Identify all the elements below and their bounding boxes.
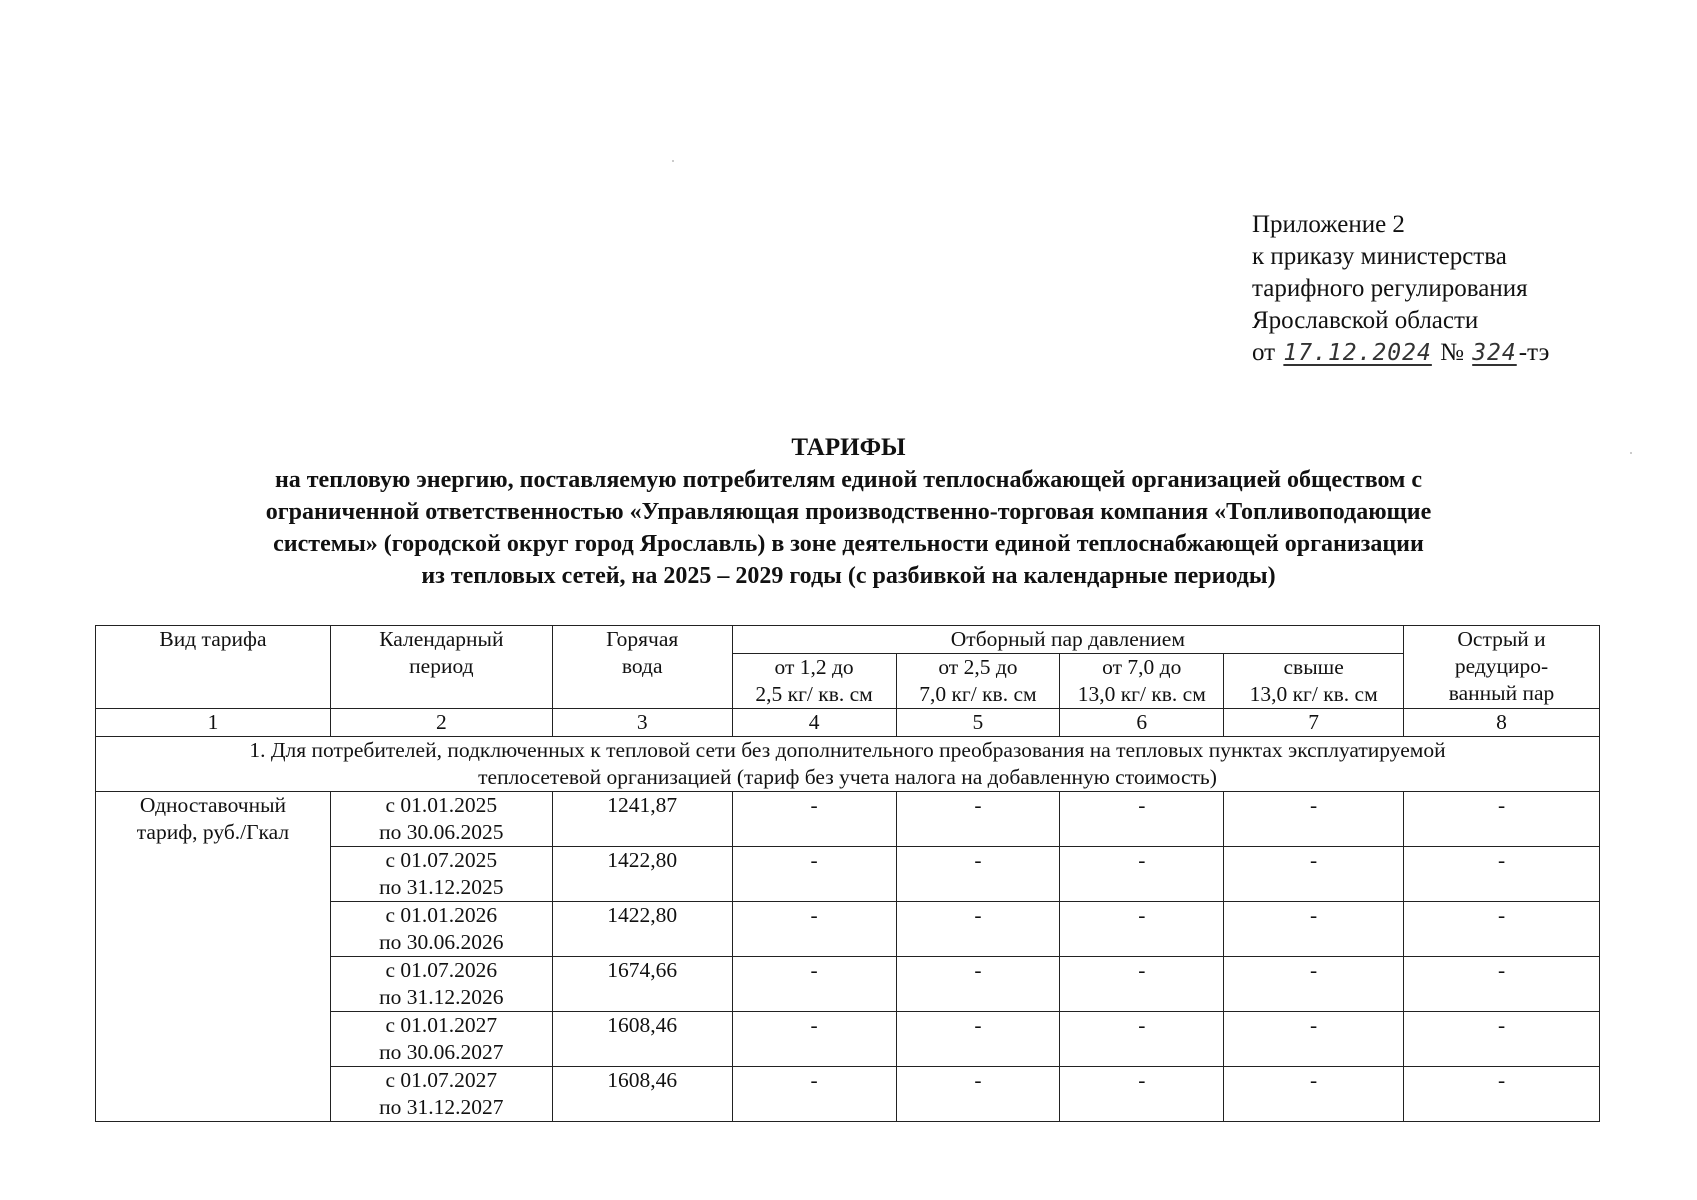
period-cell: с 01.01.2026 по 30.06.2026 xyxy=(330,902,552,957)
header-pressure-1: от 1,2 до 2,5 кг/ кв. см xyxy=(732,654,896,709)
column-number: 7 xyxy=(1224,709,1404,737)
steam-1-value: - xyxy=(732,957,896,1012)
order-suffix: -тэ xyxy=(1518,339,1550,366)
steam-2-value: - xyxy=(896,902,1060,957)
order-date: 17.12.2024 xyxy=(1283,340,1432,366)
header-pressure-4: свыше 13,0 кг/ кв. см xyxy=(1224,654,1404,709)
scan-speck xyxy=(1630,452,1632,454)
tariff-table xyxy=(95,625,1600,1122)
steam-3-value: - xyxy=(1060,1067,1224,1122)
column-number: 3 xyxy=(552,709,732,737)
period-cell: с 01.01.2027 по 30.06.2027 xyxy=(330,1012,552,1067)
steam-4-value: - xyxy=(1224,1067,1404,1122)
hot-water-value: 1422,80 xyxy=(552,847,732,902)
header-selected-steam: Отборный пар давлением xyxy=(732,626,1403,654)
period-cell: с 01.07.2027 по 31.12.2027 xyxy=(330,1067,552,1122)
sharp-steam-value: - xyxy=(1404,1012,1600,1067)
header-pressure-3: от 7,0 до 13,0 кг/ кв. см xyxy=(1060,654,1224,709)
sharp-steam-value: - xyxy=(1404,1067,1600,1122)
steam-3-value: - xyxy=(1060,792,1224,847)
header-period: Календарный период xyxy=(330,626,552,709)
appendix-block xyxy=(1252,209,1549,369)
hot-water-value: 1674,66 xyxy=(552,957,732,1012)
appendix-line: Приложение 2 xyxy=(1252,211,1405,238)
header-row xyxy=(96,626,1600,654)
header-hot-water: Горячая вода xyxy=(552,626,732,709)
appendix-line: к приказу министерства xyxy=(1252,243,1507,270)
hot-water-value: 1608,46 xyxy=(552,1012,732,1067)
column-number: 1 xyxy=(96,709,331,737)
steam-2-value: - xyxy=(896,847,1060,902)
section-row xyxy=(96,737,1600,792)
number-sign: № xyxy=(1440,339,1464,366)
header-kind: Вид тарифа xyxy=(96,626,331,709)
order-number: 324 xyxy=(1472,340,1517,366)
column-number: 8 xyxy=(1404,709,1600,737)
header-pressure-2: от 2,5 до 7,0 кг/ кв. см xyxy=(896,654,1060,709)
steam-3-value: - xyxy=(1060,1012,1224,1067)
column-number: 6 xyxy=(1060,709,1224,737)
steam-1-value: - xyxy=(732,792,896,847)
sharp-steam-value: - xyxy=(1404,792,1600,847)
column-number-row xyxy=(96,709,1600,737)
steam-1-value: - xyxy=(732,902,896,957)
appendix-line: Ярославской области xyxy=(1252,307,1479,334)
title-line: системы» (городской округ город Ярославль) в зоне деятельности единой теплоснабжающей организации xyxy=(273,531,1424,557)
steam-1-value: - xyxy=(732,1067,896,1122)
title-line: из тепловых сетей, на 2025 – 2029 годы (с разбивкой на календарные периоды) xyxy=(421,563,1276,589)
appendix-order-line xyxy=(1252,337,1549,369)
title-main: ТАРИФЫ xyxy=(791,434,906,461)
header-sharp-steam: Острый и редуциро- ванный пар xyxy=(1404,626,1600,709)
scan-speck xyxy=(672,160,674,162)
document-title xyxy=(100,432,1597,592)
steam-3-value: - xyxy=(1060,902,1224,957)
hot-water-value: 1422,80 xyxy=(552,902,732,957)
steam-4-value: - xyxy=(1224,792,1404,847)
steam-2-value: - xyxy=(896,792,1060,847)
column-number: 5 xyxy=(896,709,1060,737)
steam-2-value: - xyxy=(896,957,1060,1012)
title-line: ограниченной ответственностью «Управляющая производственно-торговая компания «Топливоподающие xyxy=(265,499,1432,525)
steam-2-value: - xyxy=(896,1012,1060,1067)
period-cell: с 01.07.2026 по 31.12.2026 xyxy=(330,957,552,1012)
steam-4-value: - xyxy=(1224,1012,1404,1067)
steam-4-value: - xyxy=(1224,847,1404,902)
section-heading: 1. Для потребителей, подключенных к тепловой сети без дополнительного преобразования на тепловых пунктах эксплуатируемой теплосетевой организацией (тариф без учета налога на добавленную стоимость) xyxy=(96,737,1600,792)
period-cell: с 01.07.2025 по 31.12.2025 xyxy=(330,847,552,902)
sharp-steam-value: - xyxy=(1404,847,1600,902)
steam-1-value: - xyxy=(732,1012,896,1067)
column-number: 2 xyxy=(330,709,552,737)
sharp-steam-value: - xyxy=(1404,902,1600,957)
sharp-steam-value: - xyxy=(1404,957,1600,1012)
steam-3-value: - xyxy=(1060,957,1224,1012)
steam-1-value: - xyxy=(732,847,896,902)
appendix-line: тарифного регулирования xyxy=(1252,275,1528,302)
title-line: на тепловую энергию, поставляемую потребителям единой теплоснабжающей организацией обществом с xyxy=(274,467,1423,493)
tariff-kind: Одноставочный тариф, руб./Гкал xyxy=(96,792,331,1122)
hot-water-value: 1608,46 xyxy=(552,1067,732,1122)
hot-water-value: 1241,87 xyxy=(552,792,732,847)
column-number: 4 xyxy=(732,709,896,737)
appendix-from: от xyxy=(1252,339,1276,366)
steam-2-value: - xyxy=(896,1067,1060,1122)
steam-4-value: - xyxy=(1224,957,1404,1012)
period-cell: с 01.01.2025 по 30.06.2025 xyxy=(330,792,552,847)
table-row xyxy=(96,792,1600,847)
steam-3-value: - xyxy=(1060,847,1224,902)
steam-4-value: - xyxy=(1224,902,1404,957)
